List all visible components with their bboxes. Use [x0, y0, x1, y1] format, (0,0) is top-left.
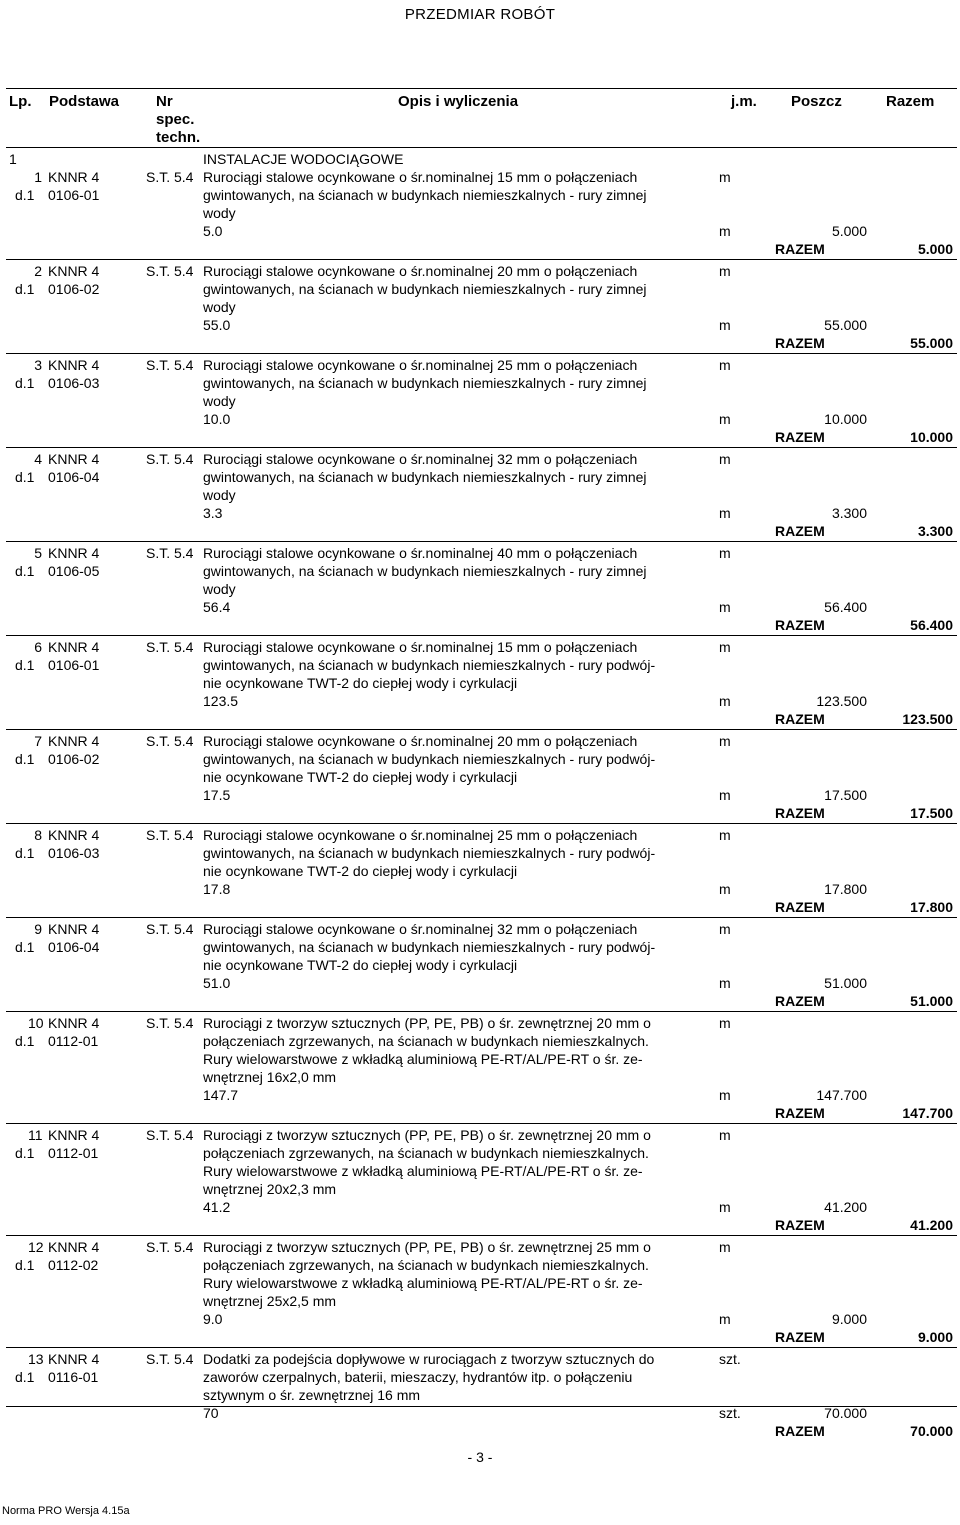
calculation: 17.8: [203, 881, 231, 897]
description-line: gwintowanych, na ścianach w budynkach niemieszkalnych - rury podwój-: [203, 845, 656, 861]
partial-quantity: 70.000: [824, 1405, 867, 1421]
basis-catalog: KNNR 4: [48, 639, 100, 655]
position-number: 8: [34, 827, 42, 843]
position-subnumber: d.1: [15, 1369, 35, 1385]
calculation: 17.5: [203, 787, 231, 803]
razem-label: RAZEM: [775, 335, 825, 351]
description-line: Rury wielowarstwowe z wkładką aluminiową PE-RT/AL/PE-RT o śr. ze-: [203, 1051, 643, 1067]
description-line: Rurociągi stalowe ocynkowane o śr.nominalnej 32 mm o połączeniach: [203, 451, 638, 467]
page-number: - 3 -: [467, 1449, 493, 1465]
unit: szt.: [719, 1351, 741, 1367]
position-number: 6: [34, 639, 42, 655]
calculation-unit: m: [719, 1311, 731, 1327]
unit: m: [719, 545, 731, 561]
calculation-unit: szt.: [719, 1405, 741, 1421]
calculation: 5.0: [203, 223, 223, 239]
total-quantity: 70.000: [910, 1423, 953, 1439]
description-line: Rurociągi stalowe ocynkowane o śr.nominalnej 15 mm o połączeniach: [203, 639, 638, 655]
position-subnumber: d.1: [15, 751, 35, 767]
description-line: Rurociągi stalowe ocynkowane o śr.nominalnej 40 mm o połączeniach: [203, 545, 638, 561]
unit: m: [719, 921, 731, 937]
row-separator: [6, 635, 957, 636]
partial-quantity: 55.000: [824, 317, 867, 333]
table-header: [6, 88, 957, 148]
unit: m: [719, 639, 731, 655]
description-line: Rurociągi stalowe ocynkowane o śr.nominalnej 15 mm o połączeniach: [203, 169, 638, 185]
calculation: 41.2: [203, 1199, 231, 1215]
row-separator: [6, 541, 957, 542]
col-lp: Lp.: [9, 93, 32, 110]
calculation-unit: m: [719, 599, 731, 615]
calculation-unit: m: [719, 1199, 731, 1215]
basis-code: 0112-02: [48, 1257, 99, 1273]
razem-label: RAZEM: [775, 1217, 825, 1233]
total-quantity: 17.500: [910, 805, 953, 821]
col-nr: Nr: [156, 93, 173, 110]
position-number: 9: [34, 921, 42, 937]
basis-code: 0106-03: [48, 845, 100, 861]
col-razem: Razem: [886, 93, 935, 110]
calculation-unit: m: [719, 881, 731, 897]
description-line: Rury wielowarstwowe z wkładką aluminiową PE-RT/AL/PE-RT o śr. ze-: [203, 1275, 643, 1291]
description-line: wnętrznej 25x2,5 mm: [203, 1293, 337, 1309]
calculation-unit: m: [719, 975, 731, 991]
spec-number: S.T. 5.4: [146, 1351, 194, 1367]
partial-quantity: 5.000: [831, 223, 867, 239]
description-line: sztywnym o śr. zewnętrznej 16 mm: [203, 1387, 421, 1403]
razem-label: RAZEM: [775, 899, 825, 915]
basis-catalog: KNNR 4: [48, 545, 100, 561]
calculation: 56.4: [203, 599, 231, 615]
unit: m: [719, 733, 731, 749]
spec-number: S.T. 5.4: [146, 451, 194, 467]
razem-label: RAZEM: [775, 241, 825, 257]
basis-catalog: KNNR 4: [48, 1015, 100, 1031]
basis-code: 0106-02: [48, 751, 100, 767]
total-quantity: 56.400: [910, 617, 953, 633]
position-subnumber: d.1: [15, 657, 35, 673]
position-number: 1: [34, 169, 42, 185]
description-line: wnętrznej 16x2,0 mm: [203, 1069, 337, 1085]
description-line: Rury wielowarstwowe z wkładką aluminiową PE-RT/AL/PE-RT o śr. ze-: [203, 1163, 643, 1179]
calculation: 147.7: [203, 1087, 239, 1103]
position-number: 13: [28, 1351, 44, 1367]
unit: m: [719, 1127, 731, 1143]
spec-number: S.T. 5.4: [146, 639, 194, 655]
basis-code: 0106-01: [48, 657, 100, 673]
total-quantity: 9.000: [917, 1329, 953, 1345]
basis-code: 0112-01: [48, 1145, 99, 1161]
calculation-unit: m: [719, 223, 731, 239]
calculation-unit: m: [719, 317, 731, 333]
row-separator: [6, 447, 957, 448]
basis-catalog: KNNR 4: [48, 1127, 100, 1143]
row-separator: [6, 353, 957, 354]
col-podstawa: Podstawa: [49, 93, 120, 110]
calculation-unit: m: [719, 411, 731, 427]
position-number: 7: [34, 733, 42, 749]
position-number: 10: [28, 1015, 44, 1031]
row-separator: [6, 917, 957, 918]
description-line: Dodatki za podejścia dopływowe w rurociągach z tworzyw sztucznych do: [203, 1351, 655, 1367]
description-line: Rurociągi z tworzyw sztucznych (PP, PE, PB) o śr. zewnętrznej 20 mm o: [203, 1127, 651, 1143]
description-line: Rurociągi stalowe ocynkowane o śr.nominalnej 25 mm o połączeniach: [203, 357, 638, 373]
partial-quantity: 10.000: [824, 411, 867, 427]
razem-label: RAZEM: [775, 711, 825, 727]
position-subnumber: d.1: [15, 375, 35, 391]
row-separator: [6, 823, 957, 824]
description-line: wody: [203, 393, 236, 409]
partial-quantity: 56.400: [824, 599, 867, 615]
calculation-unit: m: [719, 1087, 731, 1103]
partial-quantity: 51.000: [824, 975, 867, 991]
col-spec: spec.: [156, 111, 195, 128]
position-subnumber: d.1: [15, 845, 35, 861]
basis-catalog: KNNR 4: [48, 357, 100, 373]
description-line: wody: [203, 581, 236, 597]
section-number: 1: [9, 151, 17, 167]
position-number: 5: [34, 545, 42, 561]
calculation: 9.0: [203, 1311, 223, 1327]
col-poszcz: Poszcz: [791, 93, 842, 110]
position-subnumber: d.1: [15, 563, 35, 579]
description-line: Rurociągi z tworzyw sztucznych (PP, PE, PB) o śr. zewnętrznej 20 mm o: [203, 1015, 651, 1031]
col-jm: j.m.: [731, 93, 757, 110]
spec-number: S.T. 5.4: [146, 1239, 194, 1255]
partial-quantity: 123.500: [816, 693, 867, 709]
calculation: 3.3: [203, 505, 223, 521]
section-title: INSTALACJE WODOCIĄGOWE: [203, 151, 404, 167]
description-line: gwintowanych, na ścianach w budynkach niemieszkalnych - rury podwój-: [203, 751, 656, 767]
calculation: 51.0: [203, 975, 231, 991]
unit: m: [719, 263, 731, 279]
partial-quantity: 17.500: [824, 787, 867, 803]
description-line: Rurociągi z tworzyw sztucznych (PP, PE, PB) o śr. zewnętrznej 25 mm o: [203, 1239, 651, 1255]
calculation: 10.0: [203, 411, 231, 427]
description-line: zaworów czerpalnych, baterii, mieszaczy, hydrantów itp. o połączeniu: [203, 1369, 633, 1385]
description-line: połączeniach zgrzewanych, na ścianach w budynkach niemieszkalnych.: [203, 1257, 649, 1273]
description-line: gwintowanych, na ścianach w budynkach niemieszkalnych - rury zimnej: [203, 469, 647, 485]
description-line: Rurociągi stalowe ocynkowane o śr.nominalnej 25 mm o połączeniach: [203, 827, 638, 843]
basis-code: 0116-01: [48, 1369, 99, 1385]
position-subnumber: d.1: [15, 939, 35, 955]
position-subnumber: d.1: [15, 187, 35, 203]
row-separator: [6, 729, 957, 730]
spec-number: S.T. 5.4: [146, 921, 194, 937]
unit: m: [719, 827, 731, 843]
description-line: połączeniach zgrzewanych, na ścianach w budynkach niemieszkalnych.: [203, 1033, 649, 1049]
unit: m: [719, 451, 731, 467]
description-line: gwintowanych, na ścianach w budynkach niemieszkalnych - rury zimnej: [203, 281, 647, 297]
spec-number: S.T. 5.4: [146, 545, 194, 561]
calculation: 55.0: [203, 317, 231, 333]
total-quantity: 5.000: [917, 241, 953, 257]
position-subnumber: d.1: [15, 281, 35, 297]
row-separator: [6, 259, 957, 260]
basis-code: 0106-02: [48, 281, 100, 297]
page-title: PRZEDMIAR ROBÓT: [404, 6, 556, 23]
total-quantity: 147.700: [902, 1105, 953, 1121]
basis-code: 0112-01: [48, 1033, 99, 1049]
position-subnumber: d.1: [15, 1257, 35, 1273]
unit: m: [719, 357, 731, 373]
description-line: gwintowanych, na ścianach w budynkach niemieszkalnych - rury zimnej: [203, 375, 647, 391]
calculation-unit: m: [719, 693, 731, 709]
spec-number: S.T. 5.4: [146, 1127, 194, 1143]
description-line: Rurociągi stalowe ocynkowane o śr.nominalnej 32 mm o połączeniach: [203, 921, 638, 937]
basis-catalog: KNNR 4: [48, 733, 100, 749]
razem-label: RAZEM: [775, 1105, 825, 1121]
basis-catalog: KNNR 4: [48, 169, 100, 185]
spec-number: S.T. 5.4: [146, 357, 194, 373]
table-bottom-rule: [6, 1406, 957, 1407]
description-line: wody: [203, 299, 236, 315]
row-separator: [6, 1347, 957, 1348]
razem-label: RAZEM: [775, 523, 825, 539]
col-techn: techn.: [156, 129, 201, 146]
description-line: wody: [203, 205, 236, 221]
basis-catalog: KNNR 4: [48, 1239, 100, 1255]
unit: m: [719, 169, 731, 185]
calculation-unit: m: [719, 505, 731, 521]
description-line: nie ocynkowane TWT-2 do ciepłej wody i cyrkulacji: [203, 675, 518, 691]
partial-quantity: 41.200: [824, 1199, 867, 1215]
basis-catalog: KNNR 4: [48, 1351, 100, 1367]
description-line: Rurociągi stalowe ocynkowane o śr.nominalnej 20 mm o połączeniach: [203, 733, 638, 749]
row-separator: [6, 1235, 957, 1236]
razem-label: RAZEM: [775, 993, 825, 1009]
description-line: nie ocynkowane TWT-2 do ciepłej wody i cyrkulacji: [203, 863, 518, 879]
basis-code: 0106-03: [48, 375, 100, 391]
total-quantity: 3.300: [917, 523, 953, 539]
total-quantity: 51.000: [910, 993, 953, 1009]
razem-label: RAZEM: [775, 429, 825, 445]
description-line: nie ocynkowane TWT-2 do ciepłej wody i cyrkulacji: [203, 957, 518, 973]
razem-label: RAZEM: [775, 805, 825, 821]
description-line: wnętrznej 20x2,3 mm: [203, 1181, 337, 1197]
partial-quantity: 17.800: [824, 881, 867, 897]
position-subnumber: d.1: [15, 1033, 35, 1049]
calculation: 70: [203, 1405, 219, 1421]
spec-number: S.T. 5.4: [146, 733, 194, 749]
basis-catalog: KNNR 4: [48, 921, 100, 937]
razem-label: RAZEM: [775, 1329, 825, 1345]
footer-software: Norma PRO Wersja 4.15a: [2, 1505, 130, 1517]
row-separator: [6, 1123, 957, 1124]
position-number: 4: [34, 451, 42, 467]
total-quantity: 55.000: [910, 335, 953, 351]
basis-code: 0106-04: [48, 939, 100, 955]
row-separator: [6, 1011, 957, 1012]
partial-quantity: 3.300: [831, 505, 867, 521]
position-number: 3: [34, 357, 42, 373]
total-quantity: 10.000: [910, 429, 953, 445]
basis-code: 0106-05: [48, 563, 100, 579]
calculation: 123.5: [203, 693, 239, 709]
basis-catalog: KNNR 4: [48, 827, 100, 843]
position-subnumber: d.1: [15, 469, 35, 485]
unit: m: [719, 1239, 731, 1255]
position-number: 11: [28, 1127, 43, 1143]
position-number: 2: [34, 263, 42, 279]
description-line: Rurociągi stalowe ocynkowane o śr.nominalnej 20 mm o połączeniach: [203, 263, 638, 279]
basis-catalog: KNNR 4: [48, 263, 100, 279]
description-line: gwintowanych, na ścianach w budynkach niemieszkalnych - rury zimnej: [203, 563, 647, 579]
description-line: gwintowanych, na ścianach w budynkach niemieszkalnych - rury podwój-: [203, 939, 656, 955]
partial-quantity: 147.700: [816, 1087, 867, 1103]
col-opis: Opis i wyliczenia: [398, 93, 519, 110]
description-line: wody: [203, 487, 236, 503]
basis-code: 0106-04: [48, 469, 100, 485]
razem-label: RAZEM: [775, 617, 825, 633]
calculation-unit: m: [719, 787, 731, 803]
basis-catalog: KNNR 4: [48, 451, 100, 467]
total-quantity: 17.800: [910, 899, 953, 915]
description-line: nie ocynkowane TWT-2 do ciepłej wody i cyrkulacji: [203, 769, 518, 785]
total-quantity: 123.500: [902, 711, 953, 727]
spec-number: S.T. 5.4: [146, 1015, 194, 1031]
razem-label: RAZEM: [775, 1423, 825, 1439]
position-subnumber: d.1: [15, 1145, 35, 1161]
total-quantity: 41.200: [910, 1217, 953, 1233]
description-line: gwintowanych, na ścianach w budynkach niemieszkalnych - rury zimnej: [203, 187, 647, 203]
basis-code: 0106-01: [48, 187, 100, 203]
spec-number: S.T. 5.4: [146, 263, 194, 279]
partial-quantity: 9.000: [831, 1311, 867, 1327]
unit: m: [719, 1015, 731, 1031]
spec-number: S.T. 5.4: [146, 827, 194, 843]
spec-number: S.T. 5.4: [146, 169, 194, 185]
description-line: połączeniach zgrzewanych, na ścianach w budynkach niemieszkalnych.: [203, 1145, 649, 1161]
description-line: gwintowanych, na ścianach w budynkach niemieszkalnych - rury podwój-: [203, 657, 656, 673]
position-number: 12: [28, 1239, 44, 1255]
